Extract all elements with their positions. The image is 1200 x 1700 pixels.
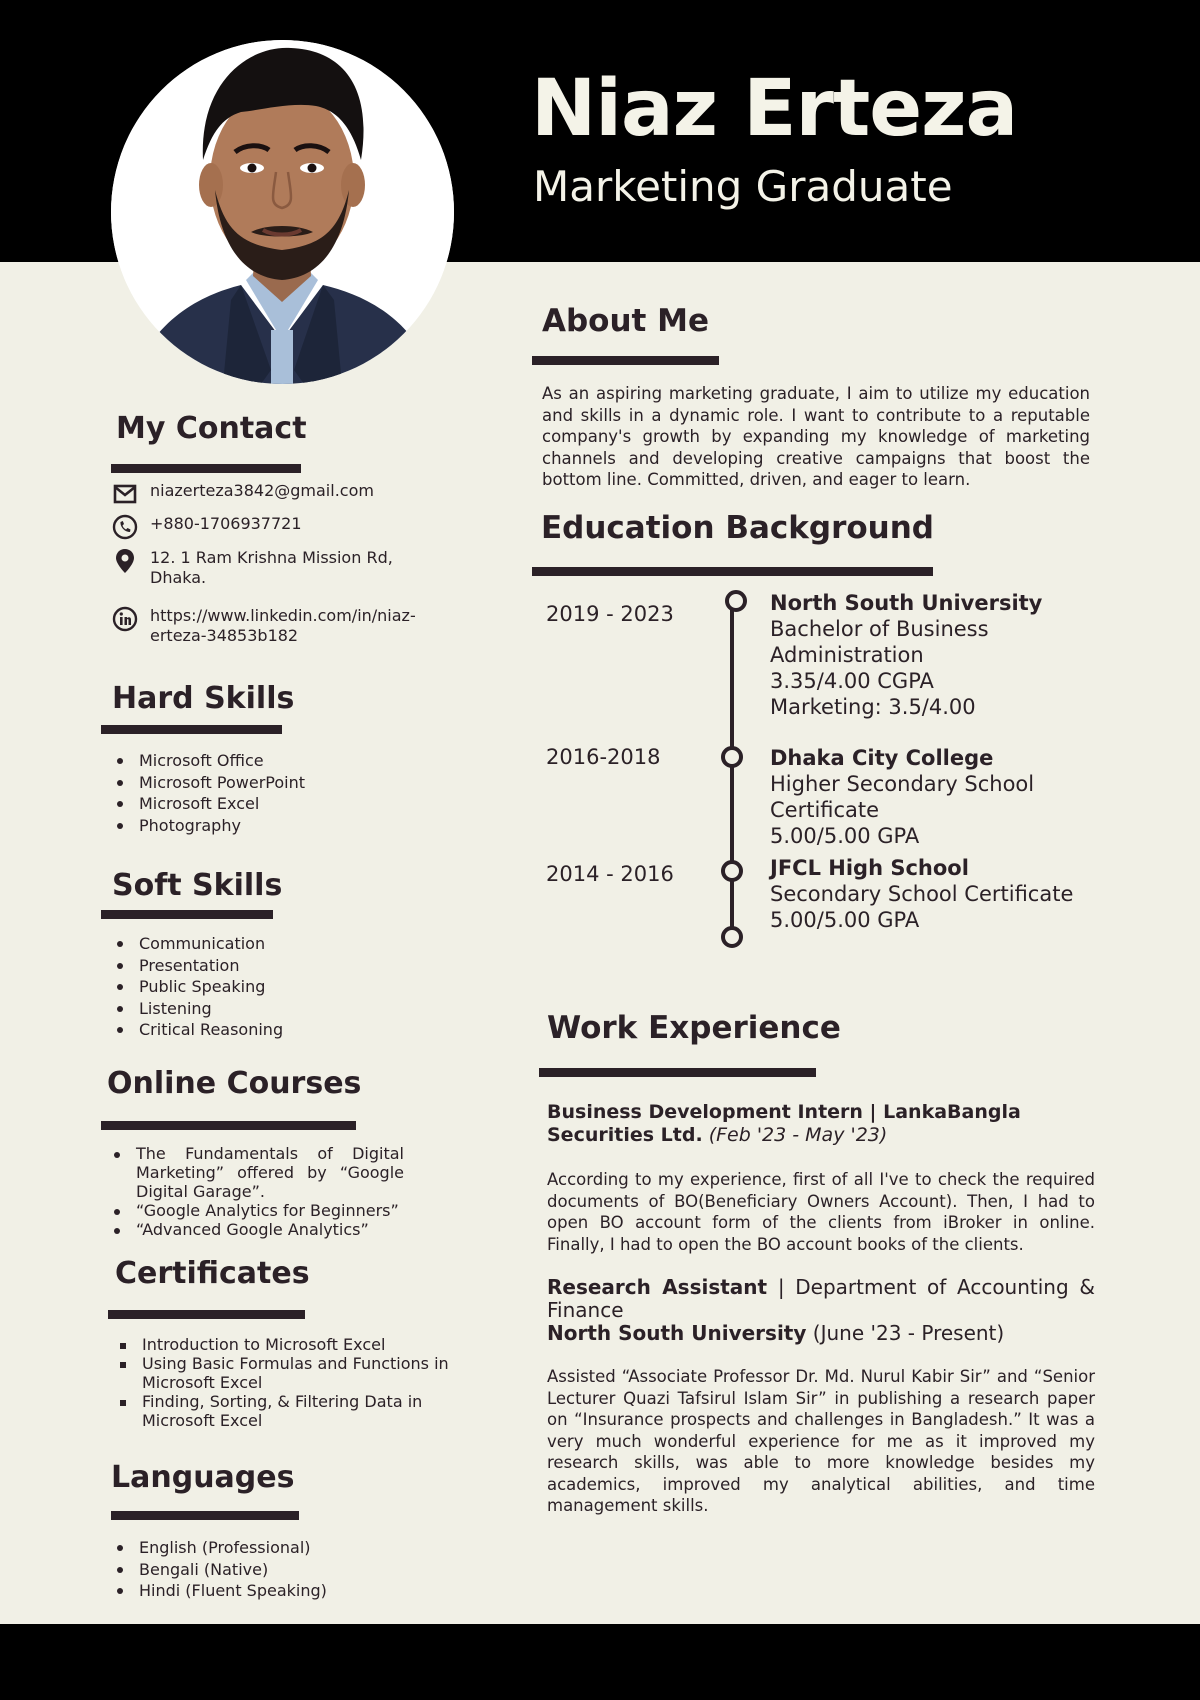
about-heading: About Me [542, 303, 710, 339]
job-department: | Department of Accounting & Finance [547, 1275, 1095, 1322]
online-courses-divider [101, 1121, 356, 1130]
job-period: (June '23 - Present) [812, 1321, 1005, 1345]
timeline-node [725, 590, 747, 612]
hard-skills-list [139, 750, 399, 836]
about-text: As an aspiring marketing graduate, I aim to utilize my education and skills in a dynamic role. I want to contribute to a reputable company's growth by expanding my knowledge of marketing channels and developing creative campaigns that boost the bottom line. Committed, driven, and eager to learn. [542, 384, 1090, 489]
contact-address: 12. 1 Ram Krishna Mission Rd, Dhaka. [150, 548, 393, 587]
list-item: Microsoft Excel [139, 793, 399, 815]
education-detail: 5.00/5.00 GPA [770, 824, 920, 848]
footer-band [0, 1624, 1200, 1700]
education-detail: Administration [770, 643, 924, 667]
certificates-list [142, 1335, 462, 1430]
education-years: 2019 - 2023 [546, 602, 674, 626]
list-item: Introduction to Microsoft Excel [142, 1335, 462, 1354]
education-detail: Marketing: 3.5/4.00 [770, 695, 976, 719]
education-years: 2014 - 2016 [546, 862, 674, 886]
soft-skills-list [139, 933, 399, 1041]
job-description-1: According to my experience, first of all I've to check the required documents of BO(Beneficiary Owners Account). Then, I had to open BO account form of the clients from iBroker in online. Finally, I had to open the BO account books of the clients. [547, 1170, 1095, 1254]
contact-email-row[interactable] [112, 481, 440, 507]
certificates-heading: Certificates [115, 1256, 310, 1291]
job-title-1 [547, 1101, 1095, 1147]
list-item: Photography [139, 815, 399, 837]
contact-phone[interactable]: +880-1706937721 [150, 514, 302, 533]
candidate-role: Marketing Graduate [533, 162, 953, 211]
online-courses-heading: Online Courses [107, 1066, 362, 1101]
soft-skills-divider [101, 910, 273, 919]
education-detail: Bachelor of Business [770, 617, 989, 641]
education-detail: Secondary School Certificate [770, 882, 1074, 906]
list-item: Critical Reasoning [139, 1019, 399, 1041]
job-role: Research Assistant [547, 1275, 768, 1299]
work-divider [539, 1068, 816, 1077]
education-detail: 3.35/4.00 CGPA [770, 669, 934, 693]
timeline-node [721, 746, 743, 768]
education-heading: Education Background [541, 510, 934, 546]
certificates-divider [108, 1310, 305, 1319]
education-entry [770, 855, 1073, 933]
education-entry [770, 745, 1034, 849]
list-item: Presentation [139, 955, 399, 977]
list-item: Listening [139, 998, 399, 1020]
list-item: Microsoft PowerPoint [139, 772, 399, 794]
contact-linkedin[interactable]: https://www.linkedin.com/in/niaz-erteza-34853b182 [150, 606, 416, 645]
contact-heading: My Contact [116, 411, 307, 446]
contact-email[interactable]: niazerteza3842@gmail.com [150, 481, 374, 500]
linkedin-icon [112, 606, 138, 632]
list-item: “Advanced Google Analytics” [136, 1220, 404, 1239]
location-pin-icon [112, 548, 138, 574]
languages-list [139, 1537, 419, 1602]
contact-address-row [112, 548, 440, 588]
list-item: Hindi (Fluent Speaking) [139, 1580, 419, 1602]
education-detail: 5.00/5.00 GPA [770, 908, 920, 932]
list-item: Microsoft Office [139, 750, 399, 772]
education-school: JFCL High School [770, 856, 969, 880]
contact-linkedin-row[interactable] [112, 606, 440, 646]
job-organization: North South University [547, 1321, 807, 1345]
education-timeline [730, 600, 734, 938]
timeline-node [721, 926, 743, 948]
languages-divider [111, 1511, 299, 1520]
contact-phone-row[interactable] [112, 514, 440, 540]
job-description-2: Assisted “Associate Professor Dr. Md. Nurul Kabir Sir” and “Senior Lecturer Quazi Tafsirul Islam Sir” in publishing a research paper on “Insurance prospects and challenges in Bangladesh.” It was a very much wonderful experience for me as it improved my research skills, was able to more knowledge besides my academics, improved my analytical abilities, and time management skills. [547, 1367, 1095, 1515]
education-entry [770, 590, 1042, 720]
education-school: North South University [770, 591, 1043, 615]
candidate-name: Niaz Erteza [531, 64, 1018, 154]
profile-photo [111, 40, 454, 384]
education-detail: Higher Secondary School [770, 772, 1035, 796]
timeline-node [721, 860, 743, 882]
work-heading: Work Experience [547, 1010, 841, 1046]
languages-heading: Languages [111, 1460, 295, 1495]
hard-skills-heading: Hard Skills [112, 681, 295, 716]
mail-icon [112, 481, 138, 507]
list-item: Communication [139, 933, 399, 955]
online-courses-list [136, 1144, 404, 1239]
education-school: Dhaka City College [770, 746, 994, 770]
about-divider [532, 356, 719, 365]
list-item: Public Speaking [139, 976, 399, 998]
list-item: Bengali (Native) [139, 1559, 419, 1581]
list-item: Finding, Sorting, & Filtering Data in Microsoft Excel [142, 1392, 462, 1430]
job-title-2 [547, 1276, 1095, 1345]
education-divider [532, 567, 933, 576]
phone-icon [112, 514, 138, 540]
list-item: English (Professional) [139, 1537, 419, 1559]
job-role: Business Development Intern | LankaBangla Securities Ltd. [547, 1101, 1021, 1146]
list-item: Using Basic Formulas and Functions in Microsoft Excel [142, 1354, 462, 1392]
list-item: “Google Analytics for Beginners” [136, 1201, 404, 1220]
education-years: 2016-2018 [546, 745, 661, 769]
job-period: (Feb '23 - May '23) [708, 1124, 888, 1146]
soft-skills-heading: Soft Skills [112, 868, 283, 903]
contact-divider [111, 464, 301, 473]
hard-skills-divider [101, 725, 282, 734]
education-detail: Certificate [770, 798, 880, 822]
list-item: The Fundamentals of Digital Marketing” offered by “Google Digital Garage”. [136, 1144, 404, 1201]
